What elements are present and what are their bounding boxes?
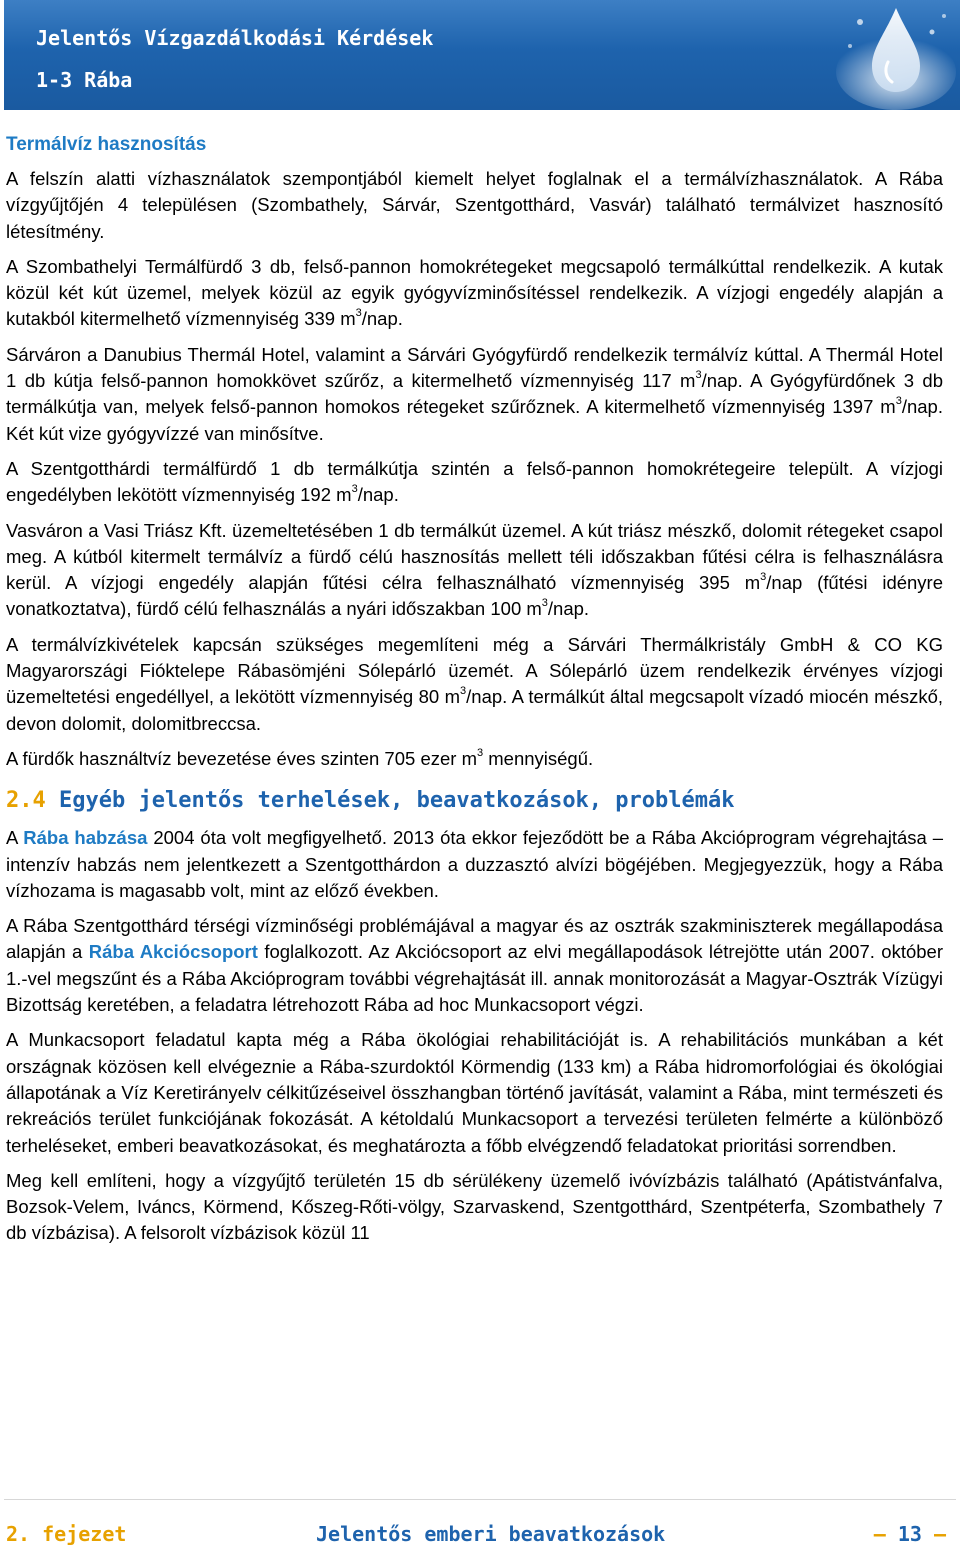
paragraph: A termálvízkivételek kapcsán szükséges megemlíteni még a Sárvári Thermálkristály GmbH & CO KG Magyarországi Fióktelepe Rábasömjéni Sólepárló üzemét. A Sólepárló üzem rendelkezik érvényes vízjogi üzemeltetési engedéllyel, a lekötött vízmennyiség 80 $m^3$/nap. A termálkút által megcsapolt vízadó miocén mészkő, devon dolomit, dolomitbreccsa. — [6, 633, 943, 734]
header-banner — [4, 0, 960, 110]
paragraph: A felszín alatti vízhasználatok szempontjából kiemelt helyet foglalnak el a termálvízhasználatok. A Rába vízgyűjtőjén 4 településen (Szombathely, Sárvár, Szentgotthárd, Vasvár) található termálvizet hasznosító létesítmény. — [6, 168, 943, 242]
header-subtitle: 1-3 Rába — [36, 68, 133, 92]
header-title: Jelentős Vízgazdálkodási Kérdések — [36, 26, 434, 50]
paragraph: A Rába habzása 2004 óta volt megfigyelhető. 2013 óta ekkor fejeződött be a Rába Akcióprogram végrehajtása – intenzív habzás nem jelentkezett a Szentgotthárdon a duzzasztó alvízi bögéjében. Megjegyezzük, hogy a Rába vízhozama is magasabb volt, mint az előző években. — [6, 827, 944, 901]
section-heading-thermal: Termálvíz hasznosítás — [6, 134, 207, 155]
paragraph: A Szentgotthárdi termálfürdő 1 db termálkútja szintén a felső-pannon homokrétegeire települt. A vízjogi engedélyben lekötött vízmennyiség 192 $m^3$/nap. — [6, 457, 943, 506]
water-drop-icon — [832, 2, 960, 110]
paragraph: A Szombathelyi Termálfürdő 3 db, felső-pannon homokrétegeket megcsapoló termálkúttal rendelkezik. A kutak közül két kút üzemel, melyek közül az egyik gyógyvízminősítéssel rendelkezik. A vízjogi engedély alapján a kutakból kitermelhető vízmennyiség 339 $m^3$/nap. — [6, 255, 943, 330]
highlight-term: Rába Akciócsoport — [88, 941, 258, 963]
paragraph: Vasváron a Vasi Triász Kft. üzemeltetésében 1 db termálkút üzemel. A kút triász mészkő, dolomit rétegeket csapol meg. A kútból kitermelt termálvíz a fürdő célú hasznosítás mellett téli időszakban fűtési célra is felhasználásra kerül. A vízjogi engedély alapján fűtési célra felhasználható vízmennyiség 395 $m^3$/nap (fűtési idényre vonatkoztatva), fürdő célú felhasználás a nyári időszakban 100 $m^3$/nap. — [6, 519, 944, 620]
page-content — [6, 134, 943, 1256]
page-footer — [6, 1522, 946, 1548]
paragraph: Meg kell említeni, hogy a vízgyűjtő területén 15 db sérülékeny üzemelő ivóvízbázis található (Apátistvánfalva, Bozsok-Velem, Iváncs, Körmend, Kőszeg-Rőti-völgy, Szarvaskend, Szentgotthárd, Szentpéterfa, Szombathely 7 db vízbázisa). A felsorolt vízbázisok közül 11 — [6, 1169, 943, 1244]
paragraph: A Munkacsoport feladatul kapta még a Rába ökológiai rehabilitációját is. A rehabilitációs munkában a két országnak közösen kell elvégeznie a Rába-szurdoktól Körmendig (133 km) a Rába hidromorfológiai és ökológiai állapotának a Víz Keretirányelv célkitűzéseivel összhangban történő javítását, valamint a Rába, mint természeti és rekreációs terület funkciójának fokozását. A kétoldalú Munkacsoport a tervezési területen felmérte a különböző terheléseket, emberi beavatkozásokat, és meghatározta a főbb elvégzendő feladatokat prioritási sorrendben. — [6, 1029, 943, 1156]
section-number: 2.4 — [6, 788, 46, 814]
paragraph: Sárváron a Danubius Thermál Hotel, valamint a Sárvári Gyógyfürdő rendelkezik termálvíz kúttal. A Thermál Hotel 1 db kútja felső-pannon homokkövet szűrőz, a kitermelhető vízmennyiség 117 $m^3$/nap. A Gyógyfürdőnek 3 db termálkútja van, melyek felső-pannon homokos rétegeket szűrőznek. A kitermelhető vízmennyiség 1397 $m^3$/nap. Két kút vize gyógyvízzé van minősítve. — [6, 343, 943, 444]
section-title: Egyéb jelentős terhelések, beavatkozások, problémák — [59, 788, 735, 814]
paragraph: A Rába Szentgotthárd térségi vízminőségi problémájával a magyar és az osztrák szakminiszterek megállapodása alapján a Rába Akciócsoport foglalkozott. Az Akciócsoport az elvi megállapodások létrejötte után 2007. október 1.-vel megszűnt és a Rába Akcióprogram további végrehajtását ill. annak monitorozását a Magyar-Osztrák Vízügyi Bizottság keretében, a feladatra létrehozott Rába ad hoc Munkacsoport végzi. — [6, 915, 944, 1016]
section-heading-2-4 — [6, 788, 943, 813]
paragraph: A fürdők használtvíz bevezetése éves szinten 705 ezer $m^3$ mennyiségű. — [6, 746, 594, 769]
page-number: 13 — [897, 1522, 922, 1546]
highlight-term: Rába habzása — [23, 827, 148, 849]
footer-page: — 13 — — [873, 1522, 946, 1546]
footer-divider — [4, 1499, 956, 1500]
footer-title: Jelentős emberi beavatkozások — [316, 1522, 666, 1546]
footer-chapter: 2. fejezet — [6, 1522, 127, 1546]
